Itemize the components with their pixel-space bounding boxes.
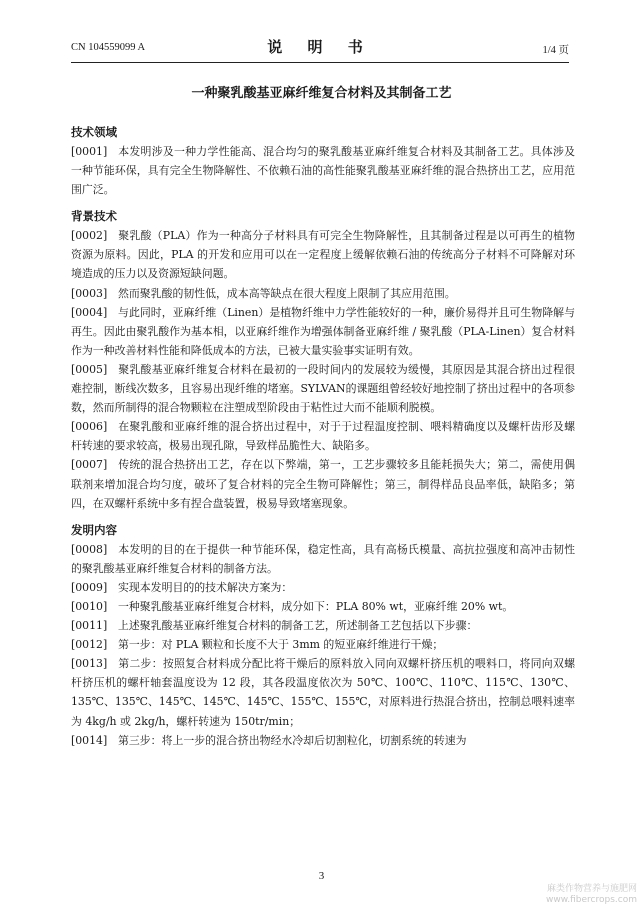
- document-title: 一种聚乳酸基亚麻纤维复合材料及其制备工艺: [191, 86, 452, 101]
- paragraph-0007: [71, 455, 575, 512]
- paragraph-0009: [71, 578, 575, 597]
- section-heading-invention-content: 发明内容: [71, 522, 117, 537]
- page-indicator: 1/4 页: [542, 45, 569, 56]
- paragraph-0011: [71, 616, 575, 635]
- paragraph-text: 然而聚乳酸的韧性低，成本高等缺点在很大程度上限制了其应用范围。: [118, 286, 456, 300]
- watermark-site-name: 麻类作物营养与施肥网: [546, 884, 637, 894]
- paragraph-text: 聚乳酸基亚麻纤维复合材料在最初的一段时间内的发展较为缓慢，其原因是其混合挤出过程很难控制，断线次数多，且容易出现纤维的堵塞。SYLVAN的课题组曾经较好地控制了挤出过程中的各项参数，然而所制得的混合物颗粒在注塑成型阶段由于粘性过大而不能顺利脱模。: [71, 362, 575, 415]
- page-number: 3: [318, 870, 325, 882]
- paragraph-text: 本发明涉及一种力学性能高、混合均匀的聚乳酸基亚麻纤维复合材料及其制备工艺。具体涉及一种节能环保，具有完全生物降解性、不依赖石油的高性能聚乳酸基亚麻纤维的混合热挤出工艺，应用范围广泛。: [71, 145, 575, 197]
- paragraph-text: 本发明的目的在于提供一种节能环保，稳定性高，具有高杨氏模量、高抗拉强度和高冲击韧性的聚乳酸基亚麻纤维复合材料的制备方法。: [71, 542, 575, 575]
- paragraph-0014: [71, 731, 575, 750]
- header-title: 说 明 书: [267, 38, 373, 56]
- paragraph-number: [0002]: [71, 229, 108, 243]
- paragraph-0008: [71, 540, 575, 578]
- paragraph-text: 聚乳酸（PLA）作为一种高分子材料具有可完全生物降解性，且其制备过程是以可再生的植物资源为原料。因此，PLA 的开发和应用可以在一定程度上缓解依赖石油的传统高分子材料不可降解对环境造成的压力以及资源短缺问题。: [71, 229, 575, 281]
- paragraph-0002: [71, 226, 575, 283]
- paragraph-number: [0010]: [71, 599, 108, 613]
- paragraph-number: [0011]: [71, 619, 108, 633]
- paragraph-number: [0013]: [71, 657, 108, 671]
- paragraph-text: 第三步：将上一步的混合挤出物经水冷却后切割粒化，切割系统的转速为: [118, 733, 467, 747]
- paragraph-0001: [71, 142, 575, 199]
- paragraph-0013: [71, 654, 575, 730]
- paragraph-0003: [71, 284, 575, 303]
- paragraph-text: 实现本发明目的的技术解决方案为：: [118, 580, 293, 594]
- paragraph-0006: [71, 417, 575, 455]
- paragraph-0005: [71, 360, 575, 417]
- paragraph-number: [0012]: [71, 638, 108, 652]
- paragraph-0004: [71, 303, 575, 360]
- paragraph-number: [0004]: [71, 305, 108, 319]
- paragraph-number: [0001]: [71, 145, 108, 158]
- paragraph-text: 在聚乳酸和亚麻纤维的混合挤出过程中，对于于过程温度控制、喂料精确度以及螺杆齿形及螺杆转速的要求较高，极易出现孔隙，导致样品脆性大、缺陷多。: [71, 420, 575, 453]
- watermark: [546, 884, 637, 906]
- paragraph-text: 上述聚乳酸基亚麻纤维复合材料的制备工艺，所述制备工艺包括以下步骤：: [118, 619, 478, 633]
- paragraph-text: 一种聚乳酸基亚麻纤维复合材料，成分如下：PLA 80% wt，亚麻纤维 20% wt。: [118, 599, 514, 613]
- page-header: [71, 36, 569, 60]
- paragraph-number: [0008]: [71, 542, 108, 556]
- paragraph-text: 第二步：按照复合材料成分配比将干燥后的原料放入同向双螺杆挤压机的喂料口，将同向双螺杆挤压机的螺杆轴套温度设为 12 段，其各段温度依次为 50℃、100℃、110℃、115℃、130℃、135℃、135℃、145℃、145℃、145℃、155℃、155℃，对原料进行热混合挤出，控制总喂料速率为 4kg/h 或 2kg/h，螺杆转速为 150tr/min；: [71, 657, 575, 728]
- paragraph-number: [0003]: [71, 286, 108, 300]
- paragraph-number: [0009]: [71, 580, 108, 594]
- header-divider: [71, 62, 569, 63]
- paragraph-text: 与此同时，亚麻纤维（Linen）是植物纤维中力学性能较好的一种，廉价易得并且可生物降解与再生。因此由聚乳酸作为基本相，以亚麻纤维作为增强体制备亚麻纤维 / 聚乳酸（PLA-Linen）复合材料作为一种改善材料性能和降低成本的方法，已被大量实验事实证明有效。: [71, 305, 575, 357]
- paragraph-0010: [71, 597, 575, 616]
- paragraph-0012: [71, 635, 575, 654]
- section-heading-technical-field: 技术领域: [71, 125, 117, 139]
- watermark-url: www.fibercrops.com: [546, 895, 637, 905]
- paragraph-number: [0006]: [71, 420, 108, 434]
- paragraph-text: 第一步：对 PLA 颗粒和长度不大于 3mm 的短亚麻纤维进行干燥；: [118, 638, 444, 652]
- section-heading-background: 背景技术: [71, 209, 117, 224]
- paragraph-text: 传统的混合热挤出工艺，存在以下弊端，第一，工艺步骤较多且能耗损失大；第二，需使用偶联剂来增加混合均匀度，破坏了复合材料的完全生物可降解性；第三，制得样品良品率低，缺陷多；第四，在双螺杆系统中多有捏合盘装置，极易导致堵塞现象。: [71, 458, 575, 510]
- paragraph-number: [0014]: [71, 733, 108, 747]
- paragraph-number: [0005]: [71, 362, 108, 376]
- paragraph-number: [0007]: [71, 458, 108, 472]
- patent-number: CN 104559099 A: [71, 42, 146, 53]
- document-body: [71, 122, 575, 750]
